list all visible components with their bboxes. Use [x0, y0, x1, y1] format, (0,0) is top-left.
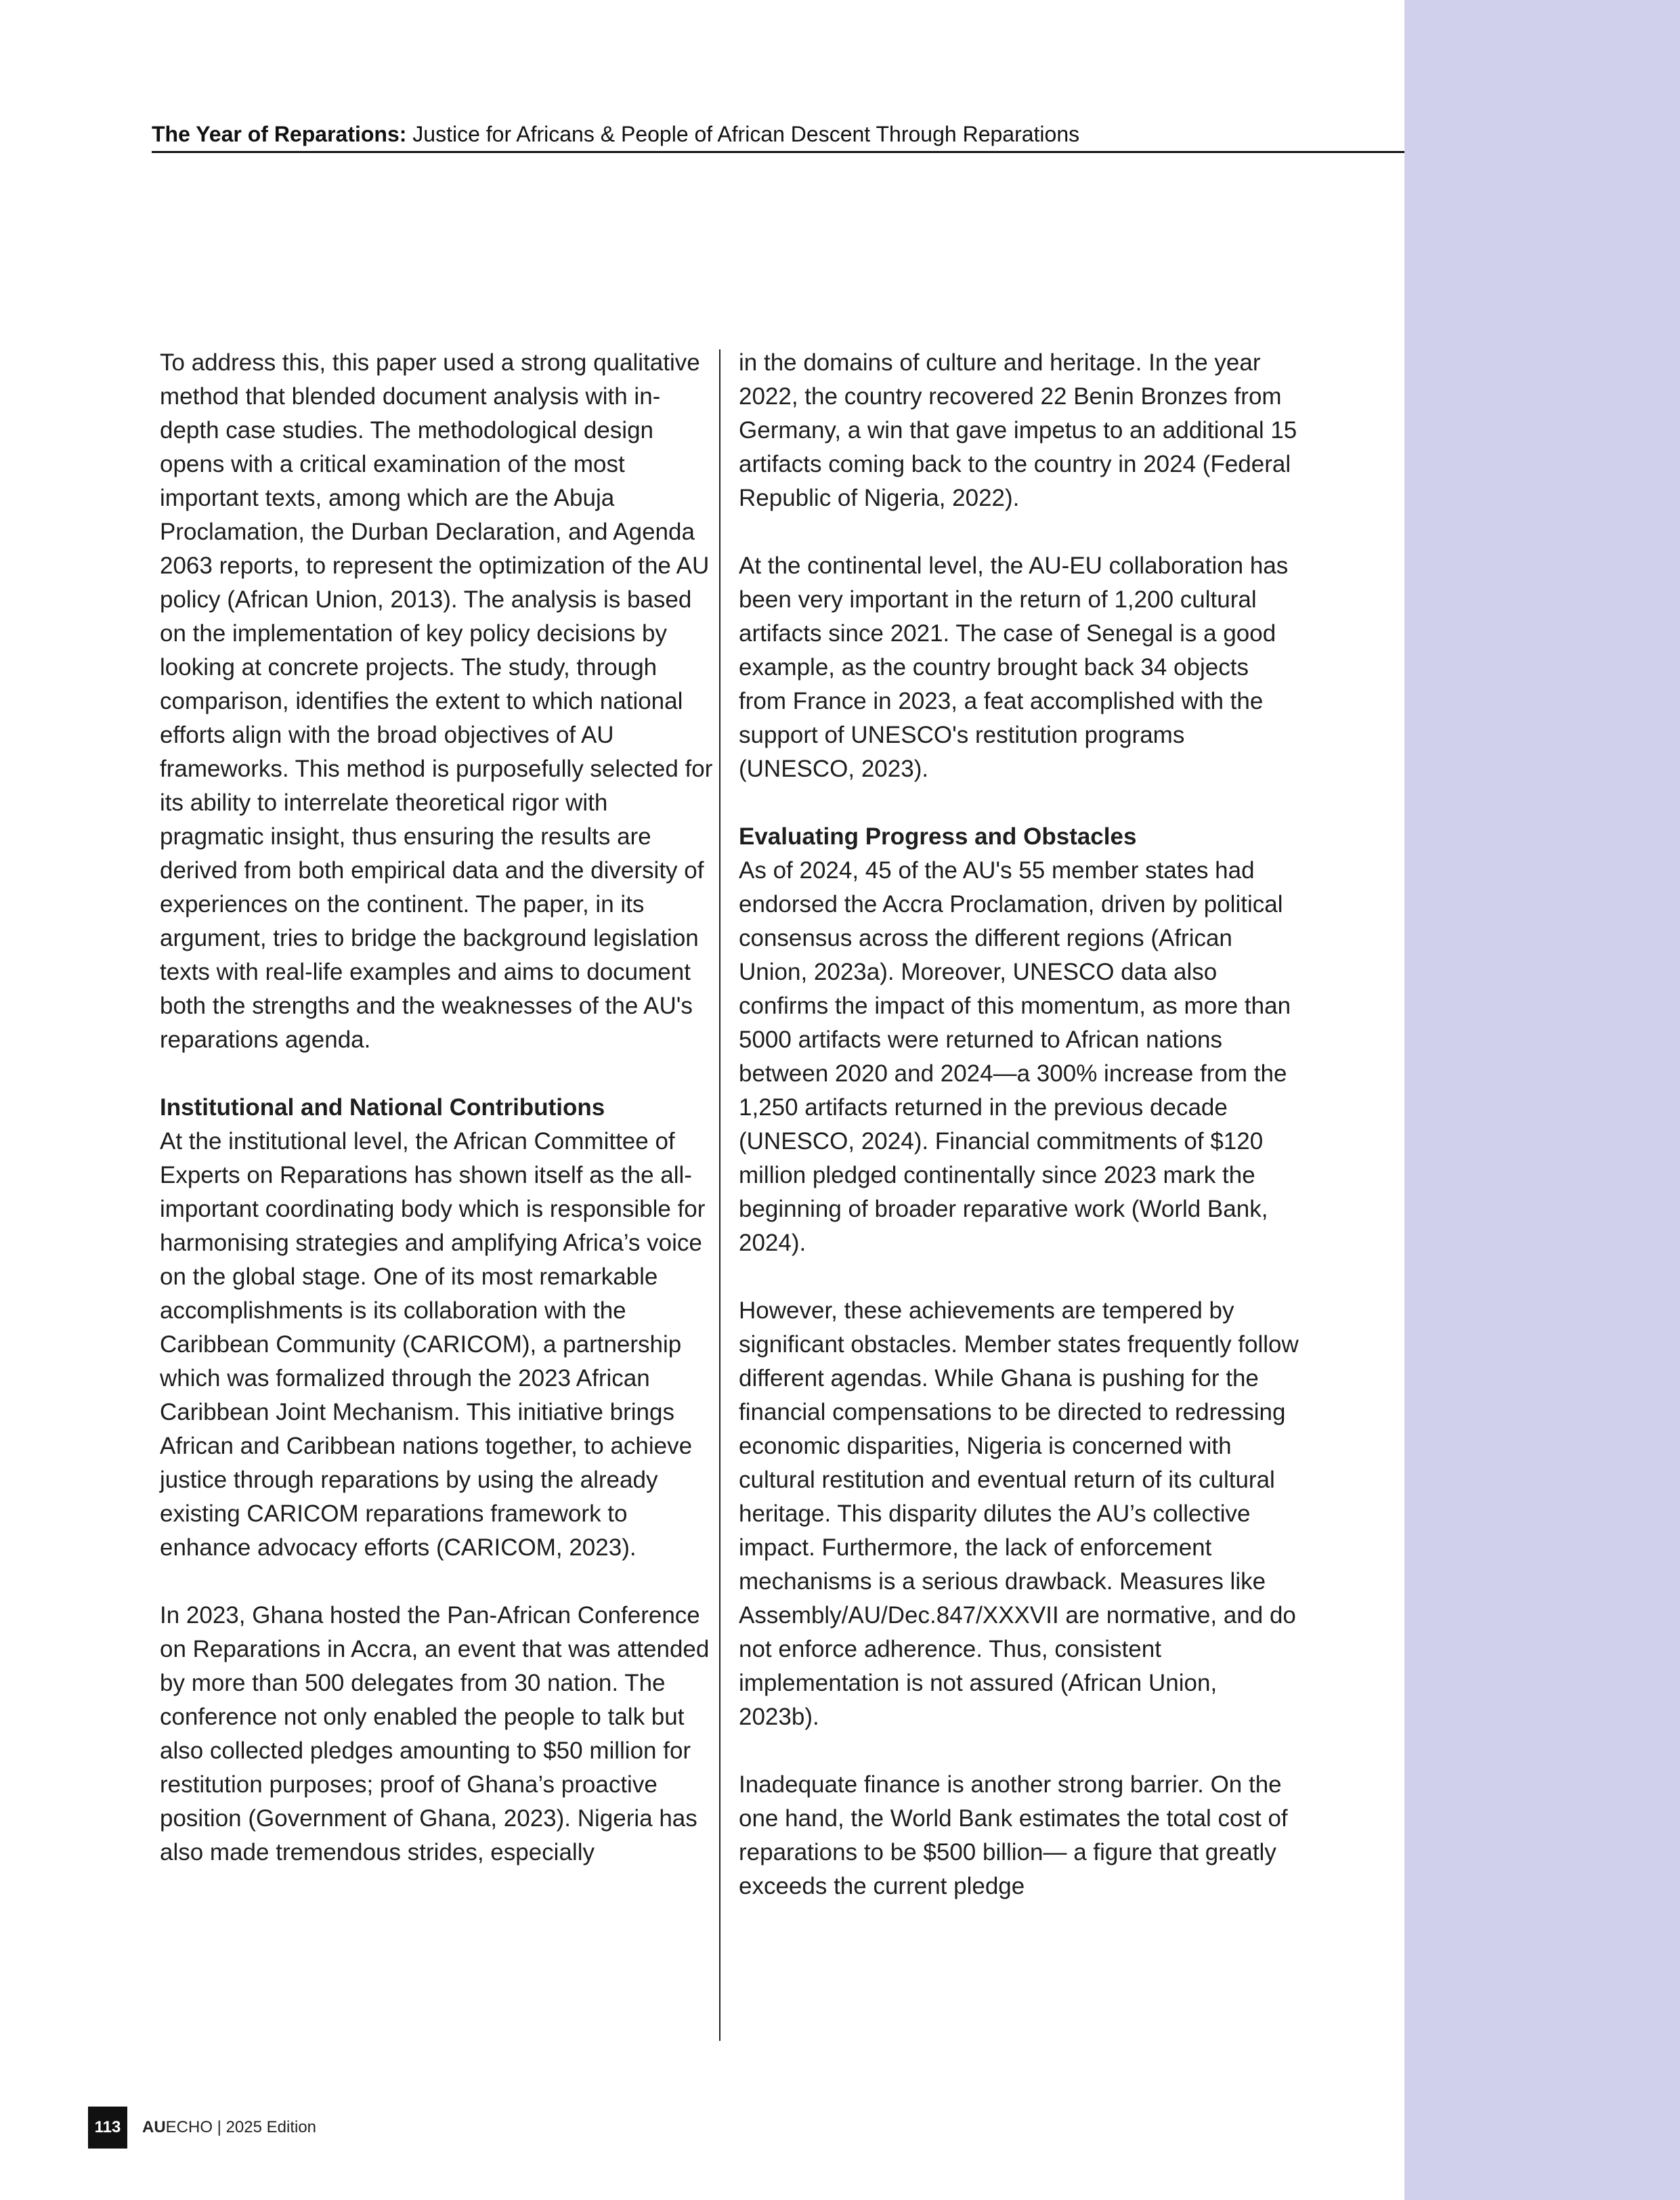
footer-brand-rest: ECHO | 2025 Edition — [165, 2118, 317, 2136]
section-heading-institutional: Institutional and National Contributions — [160, 1094, 605, 1121]
header-title-bold: The Year of Reparations: — [152, 122, 407, 146]
right-paragraph-2: At the continental level, the AU-EU collaboration has been very important in the return of 1,200 cultural artifacts since 2021. The case of Senegal is a good example, as the country brought back 34 objects from France in 2023, a feat accomplished with the support of UNESCO's restitution programs (UNESCO, 2023). — [739, 553, 1289, 782]
left-column — [160, 346, 715, 1870]
left-section-institutional — [160, 1091, 715, 1565]
left-paragraph-2: At the institutional level, the African Committee of Experts on Reparations has shown itself as the all-important coordinating body which is responsible for harmonising strategies and amplifying Africa’s voice on the global stage. One of its most remarkable accomplishments is its collaboration with the Caribbean Community (CARICOM), a partnership which was formalized through the 2023 African Caribbean Joint Mechanism. This initiative brings African and Caribbean nations together, to achieve justice through reparations by using the already existing CARICOM reparations framework to enhance advocacy efforts (CARICOM, 2023). — [160, 1128, 706, 1561]
footer-brand-bold: AU — [142, 2118, 166, 2136]
right-column — [739, 346, 1301, 1903]
page-footer — [88, 2106, 316, 2149]
header-title-rest: Justice for Africans & People of African Descent Through Reparations — [412, 122, 1080, 146]
right-section-evaluating — [739, 820, 1301, 1260]
right-paragraph-4: However, these achievements are tempered by significant obstacles. Member states frequently follow different agendas. While Ghana is pushing for the financial compensations to be directed to redressing economic disparities, Nigeria is concerned with cultural restitution and eventual return of its cultural heritage. This disparity dilutes the AU’s collective impact. Furthermore, the lack of enforcement mechanisms is a serious drawback. Measures like Assembly/AU/Dec.847/XXXVII are normative, and do not enforce adherence. Thus, consistent implementation is not assured (African Union, 2023b). — [739, 1297, 1299, 1730]
right-paragraph-1: in the domains of culture and heritage. In the year 2022, the country recovered 22 Benin Bronzes from Germany, a win that gave impetus to an additional 15 artifacts coming back to the country in 2024 (Federal Republic of Nigeria, 2022). — [739, 349, 1297, 511]
header-rule — [152, 151, 1404, 153]
right-paragraph-5: Inadequate finance is another strong barrier. On the one hand, the World Bank estimates the total cost of reparations to be $500 billion— a figure that greatly exceeds the current pledge — [739, 1771, 1288, 1899]
footer-publication — [142, 2118, 316, 2137]
running-header — [152, 121, 1079, 148]
decorative-sidebar — [1404, 0, 1680, 2200]
section-heading-evaluating: Evaluating Progress and Obstacles — [739, 823, 1137, 850]
column-divider — [719, 349, 720, 2041]
left-paragraph-1: To address this, this paper used a strong qualitative method that blended document analysis with in-depth case studies. The methodological design opens with a critical examination of the most important texts, among which are the Abuja Proclamation, the Durban Declaration, and Agenda 2063 reports, to represent the optimization of the AU policy (African Union, 2013). The analysis is based on the implementation of key policy decisions by looking at concrete projects. The study, through comparison, identifies the extent to which national efforts align with the broad objectives of AU frameworks. This method is purposefully selected for its ability to interrelate theoretical rigor with pragmatic insight, thus ensuring the results are derived from both empirical data and the diversity of experiences on the continent. The paper, in its argument, tries to bridge the background legislation texts with real-life examples and aims to document both the strengths and the weaknesses of the AU's reparations agenda. — [160, 349, 713, 1053]
right-paragraph-3: As of 2024, 45 of the AU's 55 member states had endorsed the Accra Proclamation, driven by political consensus across the different regions (African Union, 2023a). Moreover, UNESCO data also confirms the impact of this momentum, as more than 5000 artifacts were returned to African nations between 2020 and 2024—a 300% increase from the 1,250 artifacts returned in the previous decade (UNESCO, 2024). Financial commitments of $120 million pledged continentally since 2023 mark the beginning of broader reparative work (World Bank, 2024). — [739, 857, 1291, 1256]
page-number: 113 — [88, 2107, 127, 2149]
left-paragraph-3: In 2023, Ghana hosted the Pan-African Conference on Reparations in Accra, an event that was attended by more than 500 delegates from 30 nation. The conference not only enabled the people to talk but also collected pledges amounting to $50 million for restitution purposes; proof of Ghana’s proactive position (Government of Ghana, 2023). Nigeria has also made tremendous strides, especially — [160, 1602, 710, 1865]
